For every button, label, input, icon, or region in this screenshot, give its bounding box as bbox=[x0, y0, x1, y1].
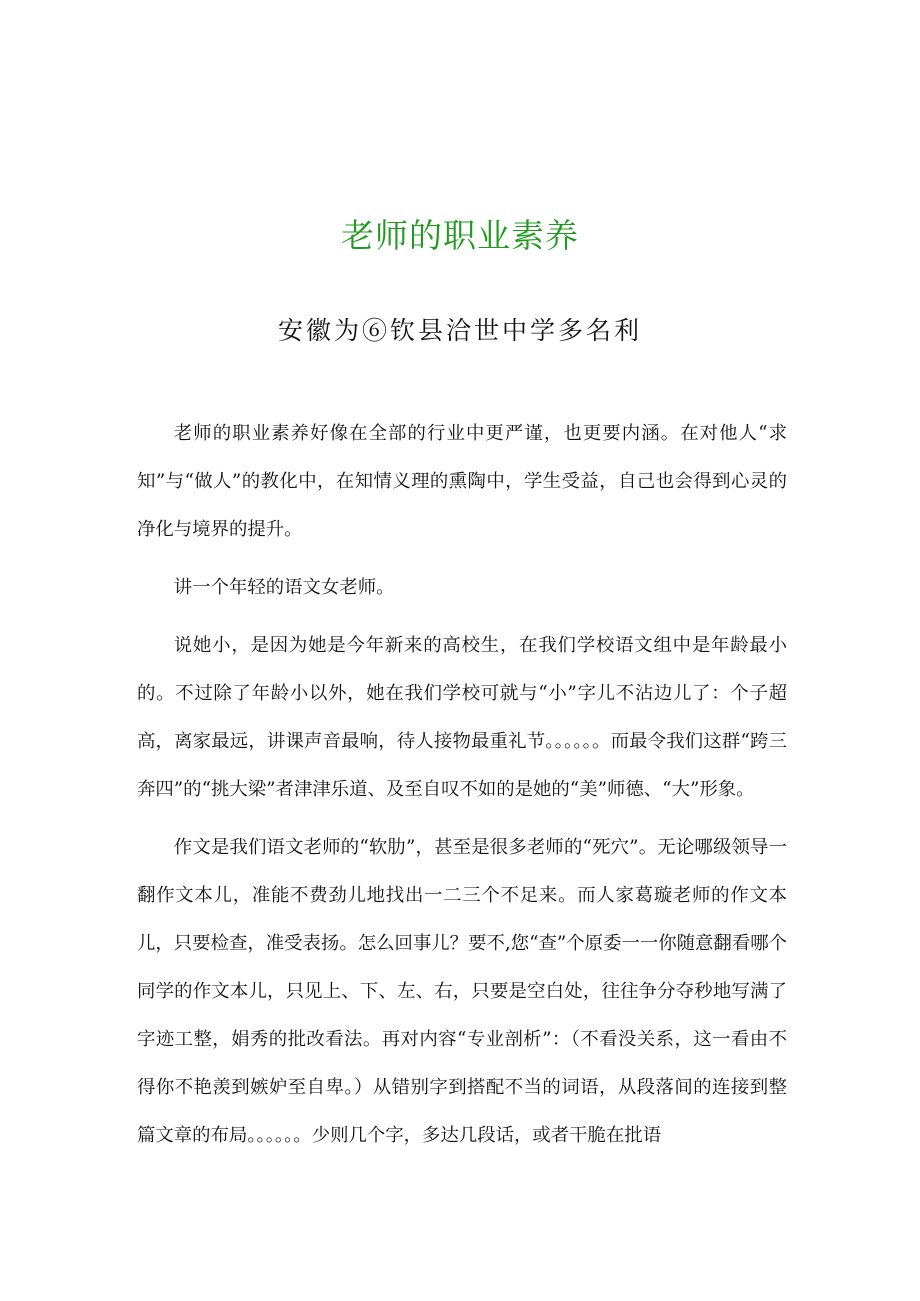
document-body bbox=[137, 410, 787, 1170]
document-title: 老师的职业素养 bbox=[341, 216, 579, 255]
paragraph: 讲一个年轻的语文女老师。 bbox=[173, 577, 395, 598]
paragraph: 作文是我们语文老师的“软肋”，甚至是很多老师的“死穴”。无论哪级领导一翻作文本儿，准能不费劲儿地找出一二三个不足来。而人家葛璇老师的作文本儿，只要检查，准受表扬。怎么回事儿？要不,您“查”个原委一一你随意翻看哪个同学的作文本儿，只见上、下、左、右，只要是空白处，往往争分夺秒地写满了字迹工整，娟秀的批改看法。再对内容“专业剖析”：（不看没关系，这一看由不得你不艳羡到嫉妒至自卑。）从错别字到搭配不当的词语，从段落间的连接到整篇文章的布局。。。。。。少则几个字，多达几段话，或者干脆在批语 bbox=[137, 837, 787, 1146]
paragraph: 说她小，是因为她是今年新来的高校生，在我们学校语文组中是年龄最小的。不过除了年龄小以外，她在我们学校可就与“小”字儿不沾边儿了：个子超高，离家最远，讲课声音最响，待人接物最重礼节。。。。。。而最令我们这群“跨三奔四”的“挑大梁”者津津乐道、及至自叹不如的是她的“美”师德、“大”形象。 bbox=[137, 635, 787, 800]
paragraph: 老师的职业素养好像在全部的行业中更严谨，也更要内涵。在对他人“求知”与“做人”的教化中，在知情义理的熏陶中，学生受益，自己也会得到心灵的净化与境界的提升。 bbox=[137, 423, 787, 540]
document-subtitle: 安徽为⑥钦县洽世中学多名利 bbox=[277, 316, 642, 345]
